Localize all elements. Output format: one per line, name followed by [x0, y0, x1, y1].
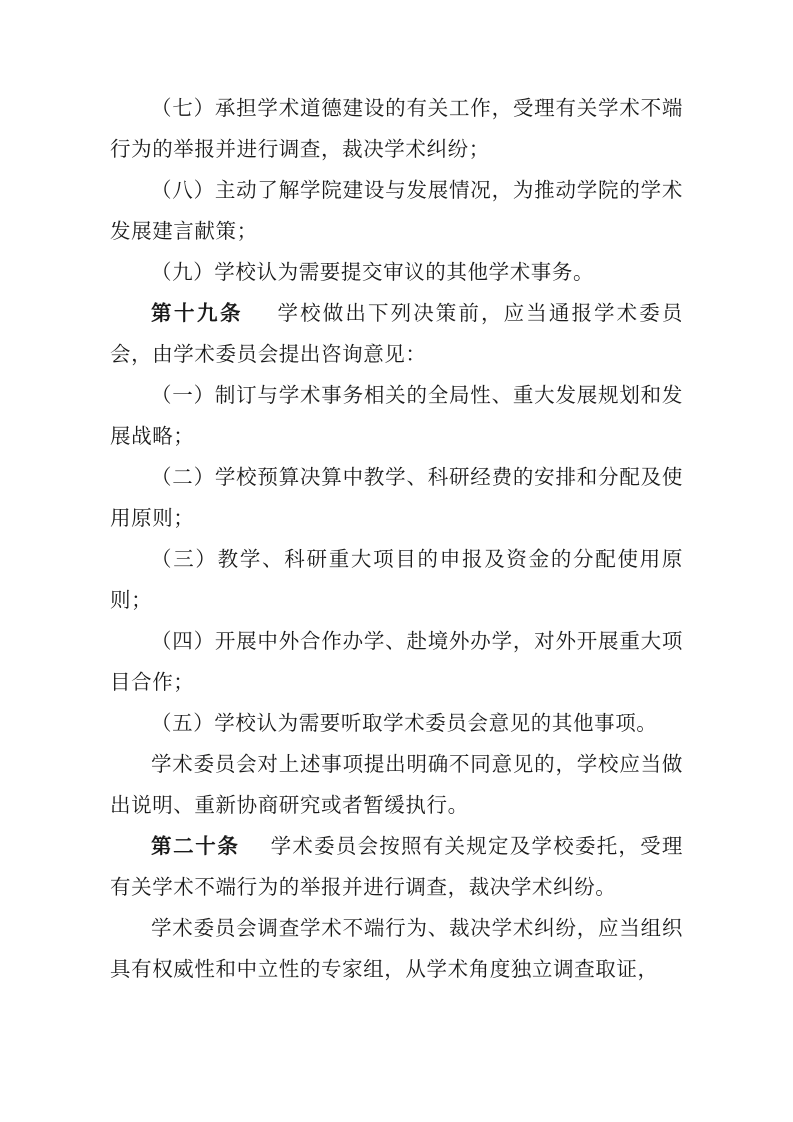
paragraph-text: （九）学校认为需要提交审议的其他学术事务。 — [151, 260, 595, 284]
paragraph-clause-7 — [110, 88, 683, 170]
paragraph-text: （八）主动了解学院建设与发展情况，为推动学院的学术发展建言献策； — [110, 178, 683, 243]
paragraph-article-19 — [110, 293, 683, 375]
paragraph-item-3 — [110, 539, 683, 621]
paragraph-clause-9 — [110, 252, 683, 293]
article-label: 第二十条 — [151, 834, 240, 858]
paragraph-text: 学校做出下列决策前，应当通报学术委员会，由学术委员会提出咨询意见： — [110, 301, 683, 366]
paragraph-item-1 — [110, 375, 683, 457]
paragraph-item-4 — [110, 621, 683, 703]
paragraph-text: （五）学校认为需要听取学术委员会意见的其他事项。 — [151, 711, 658, 735]
paragraph-item-2 — [110, 457, 683, 539]
paragraph-investigation-note — [110, 908, 683, 990]
paragraph-article-20 — [110, 826, 683, 908]
paragraph-clause-8 — [110, 170, 683, 252]
paragraph-text: （一）制订与学术事务相关的全局性、重大发展规划和发展战略； — [110, 383, 683, 448]
paragraph-text: 学术委员会对上述事项提出明确不同意见的，学校应当做出说明、重新协商研究或者暂缓执行。 — [110, 752, 683, 817]
paragraph-text: （三）教学、科研重大项目的申报及资金的分配使用原则； — [110, 547, 683, 612]
paragraph-text: （七）承担学术道德建设的有关工作，受理有关学术不端行为的举报并进行调查，裁决学术纠纷； — [110, 96, 683, 161]
paragraph-text: 学术委员会调查学术不端行为、裁决学术纠纷，应当组织具有权威性和中立性的专家组，从学术角度独立调查取证， — [110, 916, 683, 981]
paragraph-item-5 — [110, 703, 683, 744]
paragraph-text: （四）开展中外合作办学、赴境外办学，对外开展重大项目合作； — [110, 629, 683, 694]
paragraph-text: （二）学校预算决算中教学、科研经费的安排和分配及使用原则； — [110, 465, 683, 530]
article-label: 第十九条 — [151, 301, 244, 325]
document-body — [110, 88, 683, 990]
paragraph-text: 学术委员会按照有关规定及学校委托，受理有关学术不端行为的举报并进行调查，裁决学术纠纷。 — [110, 834, 684, 899]
paragraph-dissent-note — [110, 744, 683, 826]
